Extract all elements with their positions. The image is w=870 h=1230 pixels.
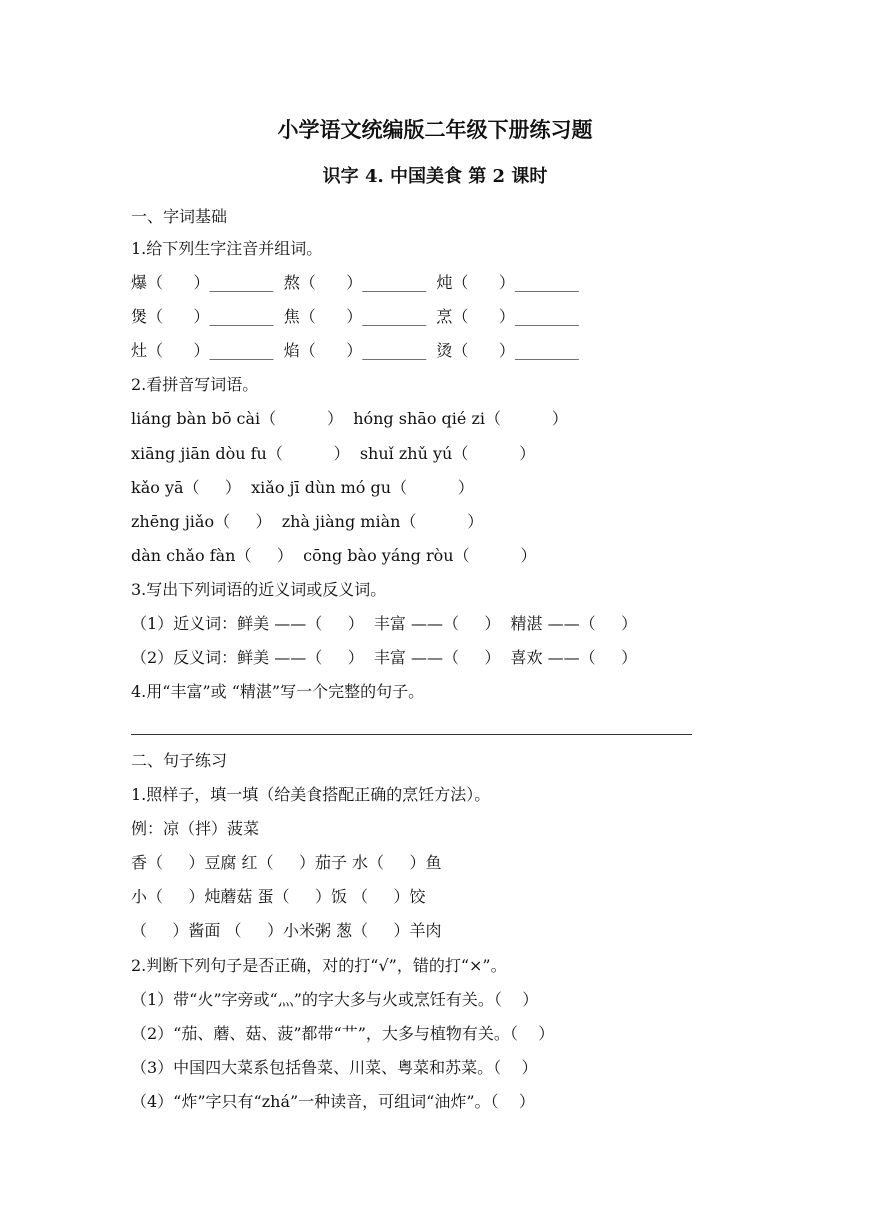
judgment-item: （4）“炸”字只有“zhá”一种读音，可组词“油炸”。（ ）	[131, 1092, 535, 1111]
pinyin-row: dàn chǎo fàn（ ） cōng bào yáng ròu（ ）	[131, 546, 537, 565]
section-1-heading: 一、字词基础	[131, 207, 228, 226]
pinyin-row: zhēng jiǎo（ ） zhà jiàng miàn（ ）	[131, 512, 484, 531]
synonym-row: （1）近义词：鲜美 ——（ ） 丰富 ——（ ） 精湛 ——（ ）	[131, 614, 638, 633]
pinyin-row: xiāng jiān dòu fu（ ） shuǐ zhǔ yú（ ）	[131, 444, 536, 463]
lesson-subtitle: 识字 4. 中国美食 第 2 课时	[322, 166, 548, 187]
s2-q1-prompt: 1.照样子，填一填（给美食搭配正确的烹饪方法）。	[131, 785, 491, 804]
example-line: 例：凉（拌）菠菜	[131, 819, 260, 838]
q3-prompt: 3.写出下列词语的近义词或反义词。	[131, 580, 387, 599]
pinyin-row: liáng bàn bō cài（ ） hóng shāo qié zi（ ）	[131, 409, 568, 428]
q4-prompt: 4.用“丰富”或 “精湛”写一个完整的句子。	[131, 682, 425, 701]
worksheet-title: 小学语文统编版二年级下册练习题	[277, 117, 593, 142]
pinyin-row: kǎo yā（ ） xiǎo jī dùn mó gu（ ）	[131, 478, 474, 497]
q1-row: 煲（ ）________ 焦（ ）________ 烹（ ）________	[131, 307, 579, 326]
answer-line	[131, 734, 692, 735]
antonym-row: （2）反义词：鲜美 ——（ ） 丰富 ——（ ） 喜欢 ——（ ）	[131, 648, 638, 667]
q2-prompt: 2.看拼音写词语。	[131, 375, 259, 394]
judgment-item: （3）中国四大菜系包括鲁菜、川菜、粤菜和苏菜。（ ）	[131, 1058, 538, 1077]
fill-row: 香（ ）豆腐 红（ ）茄子 水（ ）鱼	[131, 853, 442, 872]
s2-q2-prompt: 2.判断下列句子是否正确，对的打“√”，错的打“×”。	[131, 956, 507, 975]
judgment-item: （2）“茄、蘑、菇、菠”都带“艹”，大多与植物有关。（ ）	[131, 1024, 555, 1043]
fill-row: （ ）酱面 （ ）小米粥 葱（ ）羊肉	[131, 921, 442, 940]
judgment-item: （1）带“火”字旁或“灬”的字大多与火或烹饪有关。（ ）	[131, 990, 539, 1009]
q1-row: 爆（ ）________ 熬（ ）________ 炖（ ）________	[131, 273, 579, 292]
q1-prompt: 1.给下列生字注音并组词。	[131, 239, 323, 258]
section-2-heading: 二、句子练习	[131, 751, 228, 770]
q1-row: 灶（ ）________ 焰（ ）________ 烫（ ）________	[131, 341, 579, 360]
fill-row: 小（ ）炖蘑菇 蛋（ ）饭 （ ）饺	[131, 887, 426, 906]
